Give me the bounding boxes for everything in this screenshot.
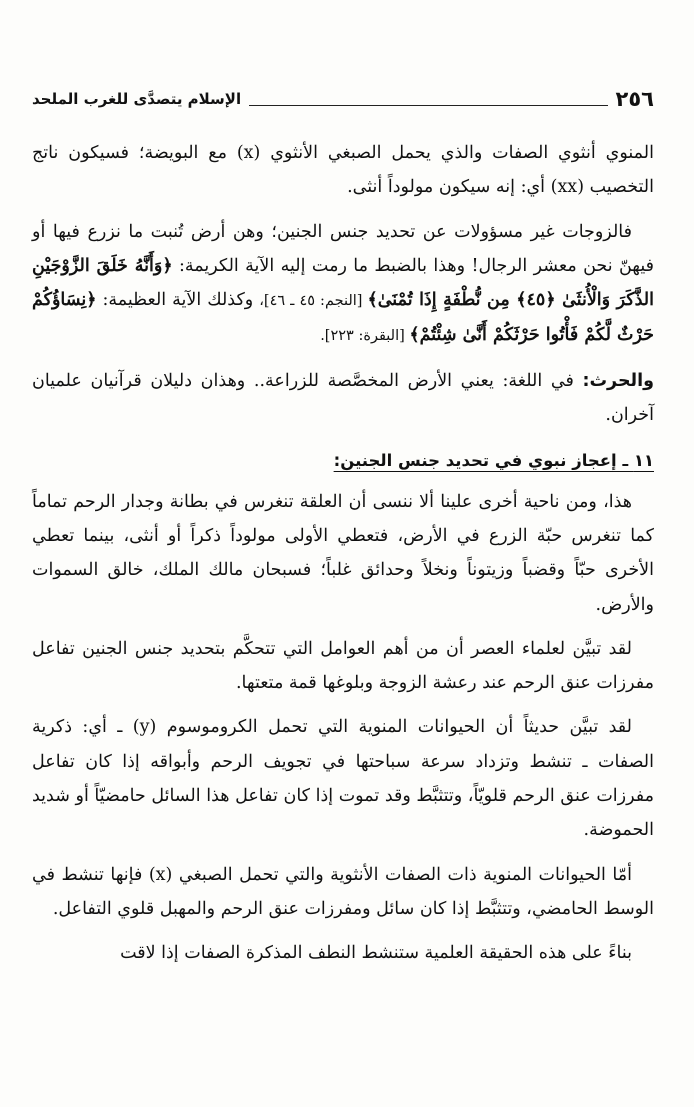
paragraph: لقد تبيَّن حديثاً أن الحيوانات المنوية التي تحمل الكروموسوم (y) ـ أي: ذكرية الصفات ـ تنشط وتزداد سرعة سباحتها في تجويف الرحم وأبواقه إذا كان تفاعل مفرزات عنق الرحم قلويّاً، وتتثبَّط وقد تموت إذا كان تفاعل هذا السائل حامضيّاً أو شديد الحموضة.: [32, 717, 654, 841]
paragraph-text: في اللغة: يعني الأرض المخصَّصة للزراعة.. وهذان دليلان قرآنيان علميان آخران.: [32, 370, 654, 426]
page-body: [32, 136, 654, 981]
quran-verse: ﴿نِسَاؤُكُمْ حَرْثٌ لَّكُمْ فَأْتُوا حَرْثَكُمْ أَنَّىٰ شِئْتُمْ﴾: [32, 290, 654, 346]
paragraph: هذا، ومن ناحية أخرى علينا ألا ننسى أن العلقة تنغرس في بطانة وجدار الرحم تماماً كما تنغرس حبّة الزرع في الأرض، فتعطي الأولى مولوداً ذكراً أو أنثى، بينما تعطي الأخرى حبّاً وقضباً وزيتوناً ونخلاً وحدائق غلباً؛ فسبحان مالك الملك، خالق السموات والأرض.: [32, 491, 654, 615]
paragraph: بناءً على هذه الحقيقة العلمية ستنشط النطف المذكرة الصفات إذا لاقت: [120, 943, 632, 964]
verse-reference: [البقرة: ٢٢٣].: [320, 328, 410, 345]
page-number: ٢٥٦: [615, 87, 654, 111]
quran-verse: ﴿وَأَنَّهُ خَلَقَ الزَّوْجَيْنِ الذَّكَرَ وَالْأُنثَىٰ ﴿٤٥﴾ مِن نُّطْفَةٍ إِذَا تُمْنَىٰ﴾: [32, 255, 654, 311]
paragraph: المنوي أنثوي الصفات والذي يحمل الصبغي الأنثوي (x) مع البويضة؛ فسيكون ناتج التخصيب (xx) أي: إنه سيكون مولوداً أنثى.: [32, 143, 654, 198]
paragraph-text: فالزوجات غير مسؤولات عن تحديد جنس الجنين؛ وهن أرض تُنبت ما نزرع فيها أو فيهنّ نحن معشر الرجال! وهذا بالضبط ما رمت إليه الآية الكريمة:: [32, 221, 654, 276]
section-heading: ١١ ـ إعجاز نبوي في تحديد جنس الجنين:: [333, 451, 654, 471]
verse-reference: [النجم: ٤٥ ـ ٤٦]،: [259, 293, 368, 310]
paragraph: [32, 215, 654, 354]
paragraph-text: وكذلك الآية العظيمة:: [96, 290, 260, 311]
defined-term: والحرث:: [582, 370, 654, 391]
paragraph: لقد تبيَّن لعلماء العصر أن من أهم العوامل التي تتحكَّم بتحديد جنس الجنين تفاعل مفرزات عنق الرحم عند رعشة الزوجة وبلوغها قمة متعتها.: [32, 638, 654, 694]
paragraph: أمّا الحيوانات المنوية ذات الصفات الأنثوية والتي تحمل الصبغي (x) فإنها تنشط في الوسط الحامضي، وتتثبَّط إذا كان سائل ومفرزات عنق الرحم والمهبل قلوي التفاعل.: [32, 864, 654, 919]
header-rule: [249, 105, 607, 106]
paragraph: [32, 364, 654, 433]
page-header: [32, 86, 654, 112]
running-title: الإسلام يتصدَّى للغرب الملحد: [32, 90, 242, 108]
